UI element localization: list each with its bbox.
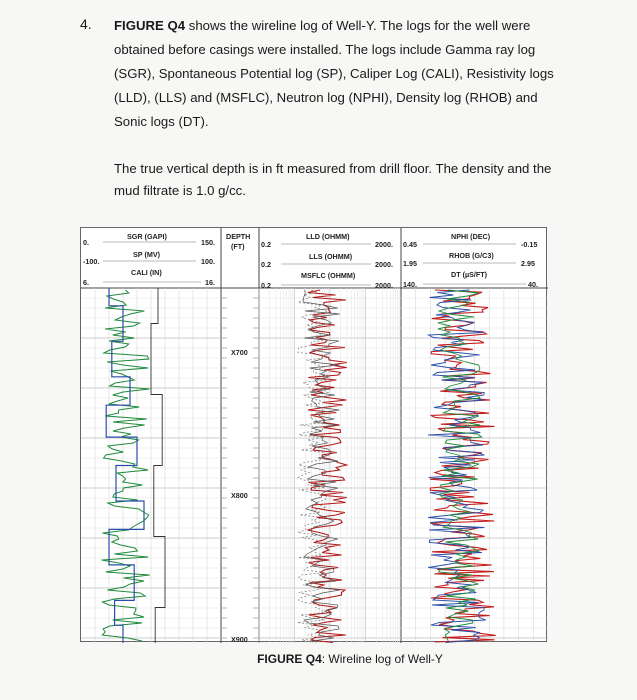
track1-curve3-name: CALI (IN) [131, 268, 162, 277]
track2-curve2-left: 0.2 [261, 260, 271, 269]
track3-curve3-name: DT (µS/FT) [451, 270, 488, 279]
depth-unit: (FT) [231, 242, 245, 251]
question-body: shows the wireline log of Well-Y. The logs for the well were obtained before casings were installed. The logs include Gamma ray log (SGR), Spontaneous Potential log (SP), Caliper Log (CALI), Resistivity logs (LLD), (LLS) and (MSFLC), Neutron log (NPHI), Density log (RHOB) and Sonic logs (DT). [114, 18, 554, 129]
caption-text: : Wireline log of Well-Y [321, 652, 443, 666]
track1-curve3-left: 6. [83, 278, 89, 287]
track3-curve1-left: 0.45 [403, 240, 417, 249]
track2-curve3-right: 2000. [375, 281, 393, 290]
track3-curve3-left: 140. [403, 280, 417, 289]
track1-curve1-right: 150. [201, 238, 215, 247]
track3-curve1-name: NPHI (DEC) [451, 232, 491, 241]
depth-label-x800: X800 [231, 491, 248, 500]
caption-label: FIGURE Q4 [257, 652, 322, 666]
track3-curve2-left: 1.95 [403, 259, 417, 268]
figure-reference: FIGURE Q4 [114, 18, 186, 33]
question-paragraph-2: The true vertical depth is in ft measured from drill floor. The density and the mud filtrate is 1.0 g/cc. [114, 161, 552, 198]
track3-curve2-name: RHOB (G/C3) [449, 251, 494, 260]
depth-label-x700: X700 [231, 348, 248, 357]
track1-curve1-left: 0. [83, 238, 89, 247]
question-paragraph-1 [114, 14, 564, 134]
depth-label-x900: X900 [231, 635, 248, 644]
track2-curve3-name: MSFLC (OHMM) [301, 271, 356, 280]
wireline-log-figure [80, 227, 547, 642]
track3-curve3-right: 40. [528, 280, 538, 289]
track2-curve1-right: 2000. [375, 240, 393, 249]
question-number: 4. [80, 16, 92, 32]
track2-curve1-name: LLD (OHMM) [306, 232, 350, 241]
figure-caption [200, 652, 500, 666]
track1-curve3-right: 16. [205, 278, 215, 287]
track1-curve1-name: SGR (GAPI) [127, 232, 167, 241]
depth-header: DEPTH [226, 232, 251, 241]
track1-curve2-right: 100. [201, 257, 215, 266]
track2-curve2-right: 2000. [375, 260, 393, 269]
track1-curve2-name: SP (MV) [133, 250, 161, 259]
track2-curve1-left: 0.2 [261, 240, 271, 249]
sp-curve [106, 288, 144, 643]
track2-curve2-name: LLS (OHMM) [309, 252, 353, 261]
track2-curve3-left: 0.2 [261, 281, 271, 290]
cali-curve [151, 288, 165, 643]
log-plot-area [81, 228, 548, 643]
track3-curve2-right: 2.95 [521, 259, 535, 268]
track3-curve1-right: -0.15 [521, 240, 538, 249]
track1-curve2-left: -100. [83, 257, 100, 266]
